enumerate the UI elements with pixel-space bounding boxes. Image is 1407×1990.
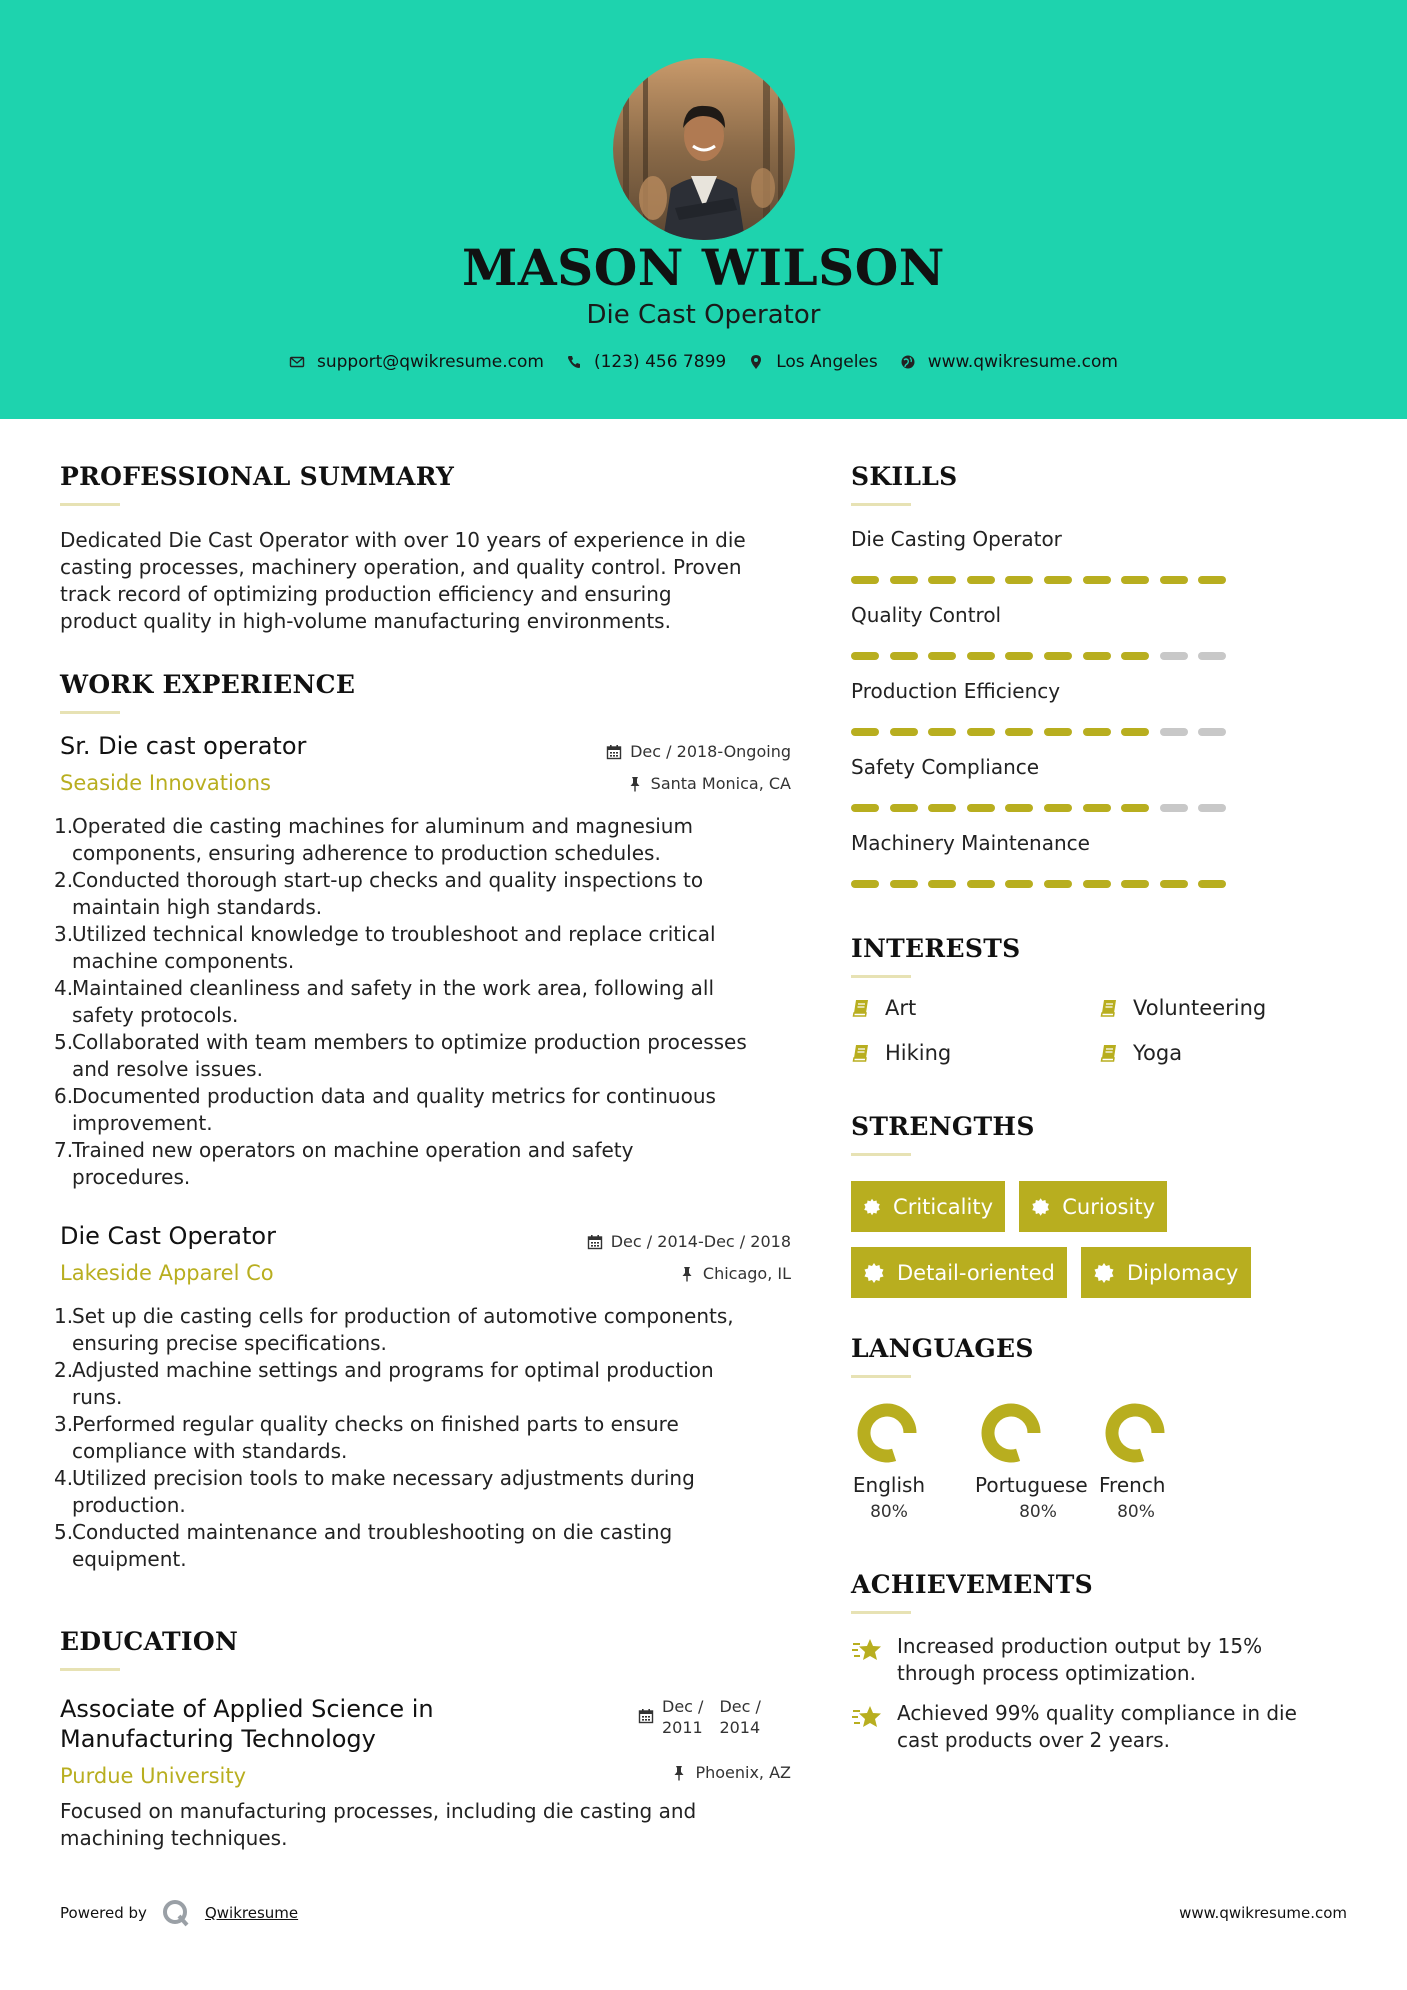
skill-segment-filled (890, 804, 918, 812)
skill-segment-filled (1083, 728, 1111, 736)
interest-item (1099, 1041, 1182, 1065)
job-responsibilities (54, 1303, 794, 1573)
interests-rule (851, 975, 911, 978)
skill-segment-filled (967, 652, 995, 660)
list-number: 5. (54, 1520, 74, 1544)
list-text: Conducted thorough start-up checks and quality inspections to (72, 868, 704, 892)
list-item (54, 1357, 794, 1411)
list-number: 5. (54, 1030, 74, 1054)
badge-icon (863, 1196, 881, 1218)
list-item (54, 813, 794, 867)
list-item (54, 1303, 794, 1357)
achievement-line: Increased production output by 15% (897, 1634, 1263, 1658)
achievement-text (897, 1633, 1262, 1687)
achievement-item (851, 1633, 1331, 1687)
language-percent: 80% (870, 1502, 908, 1522)
contact-email[interactable] (289, 352, 544, 372)
list-text: and resolve issues. (72, 1057, 263, 1081)
education-school: Purdue University (60, 1764, 247, 1788)
skill-segment-filled (1044, 576, 1072, 584)
job-title: Sr. Die cast operator (60, 732, 307, 760)
summary-heading: PROFESSIONAL SUMMARY (60, 462, 455, 491)
job-date-text: Dec / 2014-Dec / 2018 (610, 1232, 791, 1251)
list-text: equipment. (72, 1547, 187, 1571)
interest-label: Art (885, 996, 917, 1020)
list-text: production. (72, 1493, 186, 1517)
education-description (60, 1798, 800, 1852)
skill-segment-filled (967, 804, 995, 812)
skill-segment-filled (1121, 652, 1149, 660)
date-end (719, 1696, 760, 1738)
list-text: Documented production data and quality metrics for continuous (72, 1084, 716, 1108)
languages-rule (851, 1375, 911, 1378)
skill-segment-filled (890, 880, 918, 888)
list-text: Maintained cleanliness and safety in the work area, following all (72, 976, 715, 1000)
experience-heading: WORK EXPERIENCE (60, 670, 356, 699)
skill-segment-filled (1198, 880, 1226, 888)
pin-icon (679, 1266, 695, 1282)
list-text: procedures. (72, 1165, 191, 1189)
education-desc-line: machining techniques. (60, 1826, 288, 1850)
list-text: Set up die casting cells for production of automotive components, (72, 1304, 734, 1328)
list-number: 6. (54, 1084, 74, 1108)
job-responsibilities (54, 813, 794, 1191)
list-number: 4. (54, 976, 74, 1000)
summary-line: product quality in high-volume manufacturing environments. (60, 609, 671, 633)
date-start (662, 1696, 703, 1738)
skill-segment-filled (967, 728, 995, 736)
education-desc-line: Focused on manufacturing processes, including die casting and (60, 1799, 697, 1823)
skill-segment-filled (890, 728, 918, 736)
skill-segment-filled (890, 652, 918, 660)
language-ring-arc (1112, 1410, 1158, 1456)
language-ring-arc (988, 1410, 1034, 1456)
powered-by-label: Powered by (60, 1904, 147, 1922)
job-location (491, 1264, 791, 1283)
list-number: 3. (54, 1412, 74, 1436)
skill-segment-filled (967, 880, 995, 888)
achievement-line: Achieved 99% quality compliance in die (897, 1701, 1297, 1725)
skill-name: Quality Control (851, 603, 1002, 627)
skill-segment-empty (1160, 652, 1188, 660)
skill-segment-filled (1160, 880, 1188, 888)
skill-segment-filled (890, 576, 918, 584)
skill-segment-filled (851, 652, 879, 660)
language-name: English (852, 1473, 926, 1497)
strengths-rule (851, 1153, 911, 1156)
skill-name: Safety Compliance (851, 755, 1040, 779)
job-date (491, 1232, 791, 1251)
calendar-icon (638, 1708, 654, 1724)
skill-segment-filled (1005, 576, 1033, 584)
job-company: Seaside Innovations (60, 771, 271, 795)
skill-segment-filled (1083, 652, 1111, 660)
envelope-icon (289, 354, 305, 370)
strength-badge (1019, 1181, 1167, 1232)
skill-segment-empty (1198, 652, 1226, 660)
strength-badge (1081, 1247, 1251, 1298)
contact-location-text: Los Angeles (776, 352, 878, 372)
summary-line: casting processes, machinery operation, and quality control. Proven (60, 555, 742, 579)
skill-segment-filled (928, 576, 956, 584)
date-start-line: 2011 (662, 1718, 703, 1737)
star-icon (851, 1635, 883, 1667)
list-number: 1. (54, 814, 74, 838)
skill-segment-filled (1121, 576, 1149, 584)
strength-label: Diplomacy (1127, 1260, 1239, 1285)
skill-segment-empty (1160, 728, 1188, 736)
summary-text (60, 527, 780, 635)
strength-label: Detail-oriented (897, 1260, 1055, 1285)
list-text: compliance with standards. (72, 1439, 348, 1463)
list-text: Conducted maintenance and troubleshooting on die casting (72, 1520, 673, 1544)
footer-website[interactable]: www.qwikresume.com (1179, 1904, 1347, 1922)
list-number: 2. (54, 868, 74, 892)
contact-location (748, 352, 878, 372)
skill-name: Production Efficiency (851, 679, 1061, 703)
job-location (491, 774, 791, 793)
experience-rule (60, 711, 120, 714)
skill-segment-filled (1044, 804, 1072, 812)
achievements-rule (851, 1611, 911, 1614)
skill-segment-filled (1160, 576, 1188, 584)
interest-label: Volunteering (1133, 996, 1267, 1020)
list-item (54, 921, 794, 975)
skill-segment-filled (928, 880, 956, 888)
skill-segment-filled (1005, 880, 1033, 888)
languages-heading: LANGUAGES (851, 1334, 1034, 1363)
resume-header (0, 0, 1407, 419)
list-item (54, 1083, 794, 1137)
contact-email-text: support@qwikresume.com (317, 352, 544, 372)
list-text: runs. (72, 1385, 123, 1409)
list-text: Adjusted machine settings and programs for optimal production (72, 1358, 714, 1382)
star-icon (851, 1702, 883, 1734)
language-ring-arc (864, 1410, 910, 1456)
contact-website[interactable] (900, 352, 1118, 372)
list-text: Performed regular quality checks on finished parts to ensure (72, 1412, 679, 1436)
job-location-text: Chicago, IL (702, 1264, 791, 1283)
education-heading: EDUCATION (60, 1627, 239, 1656)
list-number: 3. (54, 922, 74, 946)
badge-icon (1031, 1196, 1050, 1218)
list-text: Utilized precision tools to make necessary adjustments during (72, 1466, 695, 1490)
qwikresume-logo-icon (161, 1898, 191, 1928)
skill-segment-filled (967, 576, 995, 584)
summary-line: Dedicated Die Cast Operator with over 10 years of experience in die (60, 528, 746, 552)
list-text: ensuring precise specifications. (72, 1331, 387, 1355)
language-name: Portuguese (975, 1473, 1088, 1497)
brand-link[interactable]: Qwikresume (204, 1904, 299, 1922)
list-number: 1. (54, 1304, 74, 1328)
list-text: Utilized technical knowledge to troubleshoot and replace critical (72, 922, 716, 946)
skill-segment-filled (928, 804, 956, 812)
interest-label: Hiking (885, 1041, 952, 1065)
language-ring (1105, 1403, 1165, 1463)
skill-segment-filled (851, 576, 879, 584)
date-start-line: Dec / (662, 1697, 704, 1716)
education-date (638, 1696, 761, 1738)
skill-segment-filled (1121, 880, 1149, 888)
footer-powered (60, 1898, 298, 1928)
skill-segment-filled (851, 804, 879, 812)
list-number: 4. (54, 1466, 74, 1490)
skills-heading: SKILLS (851, 462, 958, 491)
language-percent: 80% (1117, 1502, 1155, 1522)
contact-website-text: www.qwikresume.com (927, 352, 1118, 372)
education-degree (60, 1694, 434, 1754)
skill-segment-filled (1083, 804, 1111, 812)
contact-phone[interactable] (566, 352, 726, 372)
skill-segment-filled (1005, 728, 1033, 736)
list-item (54, 867, 794, 921)
achievement-line: through process optimization. (897, 1661, 1196, 1685)
language-percent: 80% (1019, 1502, 1057, 1522)
education-location-text: Phoenix, AZ (695, 1763, 791, 1782)
skill-segment-empty (1198, 804, 1226, 812)
strengths-heading: STRENGTHS (851, 1112, 1035, 1141)
skill-segment-filled (1121, 728, 1149, 736)
skill-segment-filled (1005, 652, 1033, 660)
achievement-item (851, 1700, 1331, 1754)
interest-item (1099, 996, 1266, 1020)
skills-rule (851, 503, 911, 506)
skill-segment-filled (851, 728, 879, 736)
interest-item (851, 996, 916, 1020)
skill-segment-empty (1198, 728, 1226, 736)
skill-segment-filled (928, 728, 956, 736)
job-title: Die Cast Operator (60, 1222, 276, 1250)
skill-segment-filled (1044, 652, 1072, 660)
degree-line: Associate of Applied Science in (60, 1695, 434, 1723)
list-item (54, 1411, 794, 1465)
contact-phone-text: (123) 456 7899 (593, 352, 727, 372)
list-item (54, 975, 794, 1029)
list-text: Trained new operators on machine operation and safety (72, 1138, 634, 1162)
skill-segment-filled (1083, 880, 1111, 888)
skill-segment-filled (851, 880, 879, 888)
summary-rule (60, 503, 120, 506)
skill-segment-filled (1121, 804, 1149, 812)
badge-icon (1093, 1262, 1115, 1284)
achievement-text (897, 1700, 1297, 1754)
list-item (54, 1519, 794, 1573)
job-company: Lakeside Apparel Co (60, 1261, 274, 1285)
interests-heading: INTERESTS (851, 934, 1021, 963)
interest-item (851, 1041, 951, 1065)
phone-icon (566, 354, 582, 370)
globe-icon (900, 354, 916, 370)
list-text: Collaborated with team members to optimize production processes (72, 1030, 747, 1054)
list-number: 7. (54, 1138, 74, 1162)
job-date-text: Dec / 2018-Ongoing (630, 742, 791, 761)
book-icon (851, 998, 871, 1018)
skill-segment-empty (1160, 804, 1188, 812)
degree-line: Manufacturing Technology (60, 1725, 376, 1753)
skill-name: Machinery Maintenance (851, 831, 1090, 855)
list-number: 2. (54, 1358, 74, 1382)
pin-icon (627, 776, 643, 792)
list-text: components, ensuring adherence to production schedules. (72, 841, 661, 865)
list-item (54, 1137, 794, 1191)
achievements-heading: ACHIEVEMENTS (851, 1570, 1093, 1599)
skill-name: Die Casting Operator (851, 527, 1062, 551)
pin-icon (671, 1765, 687, 1781)
education-rule (60, 1668, 120, 1671)
skill-segment-filled (1198, 576, 1226, 584)
language-ring (857, 1403, 917, 1463)
list-item (54, 1465, 794, 1519)
list-text: Operated die casting machines for aluminum and magnesium (72, 814, 693, 838)
list-text: maintain high standards. (72, 895, 323, 919)
strength-label: Criticality (893, 1194, 993, 1219)
list-text: safety protocols. (72, 1003, 239, 1027)
candidate-name: MASON WILSON (462, 238, 945, 297)
map-marker-icon (748, 354, 764, 370)
achievement-line: cast products over 2 years. (897, 1728, 1171, 1752)
list-text: machine components. (72, 949, 295, 973)
skill-segment-filled (1044, 728, 1072, 736)
summary-line: track record of optimizing production efficiency and ensuring (60, 582, 672, 606)
strength-label: Curiosity (1062, 1194, 1155, 1219)
interest-label: Yoga (1133, 1041, 1183, 1065)
list-item (54, 1029, 794, 1083)
skill-segment-filled (1005, 804, 1033, 812)
education-location (491, 1763, 791, 1782)
badge-icon (863, 1262, 885, 1284)
book-icon (1099, 1043, 1119, 1063)
book-icon (1099, 998, 1119, 1018)
strength-badge (851, 1181, 1005, 1232)
calendar-icon (587, 1234, 603, 1250)
date-end-line: Dec / (719, 1697, 761, 1716)
profile-photo (613, 58, 795, 240)
skill-segment-filled (1044, 880, 1072, 888)
book-icon (851, 1043, 871, 1063)
candidate-title: Die Cast Operator (586, 300, 821, 330)
profile-photo-image (613, 58, 795, 240)
list-text: improvement. (72, 1111, 213, 1135)
language-ring (981, 1403, 1041, 1463)
job-date (491, 742, 791, 761)
skill-segment-filled (928, 652, 956, 660)
date-end-line: 2014 (719, 1718, 761, 1737)
job-location-text: Santa Monica, CA (650, 774, 791, 793)
language-name: French (1099, 1473, 1166, 1497)
skill-segment-filled (1083, 576, 1111, 584)
contact-bar (0, 352, 1407, 372)
strength-badge (851, 1247, 1067, 1298)
calendar-icon (606, 744, 622, 760)
